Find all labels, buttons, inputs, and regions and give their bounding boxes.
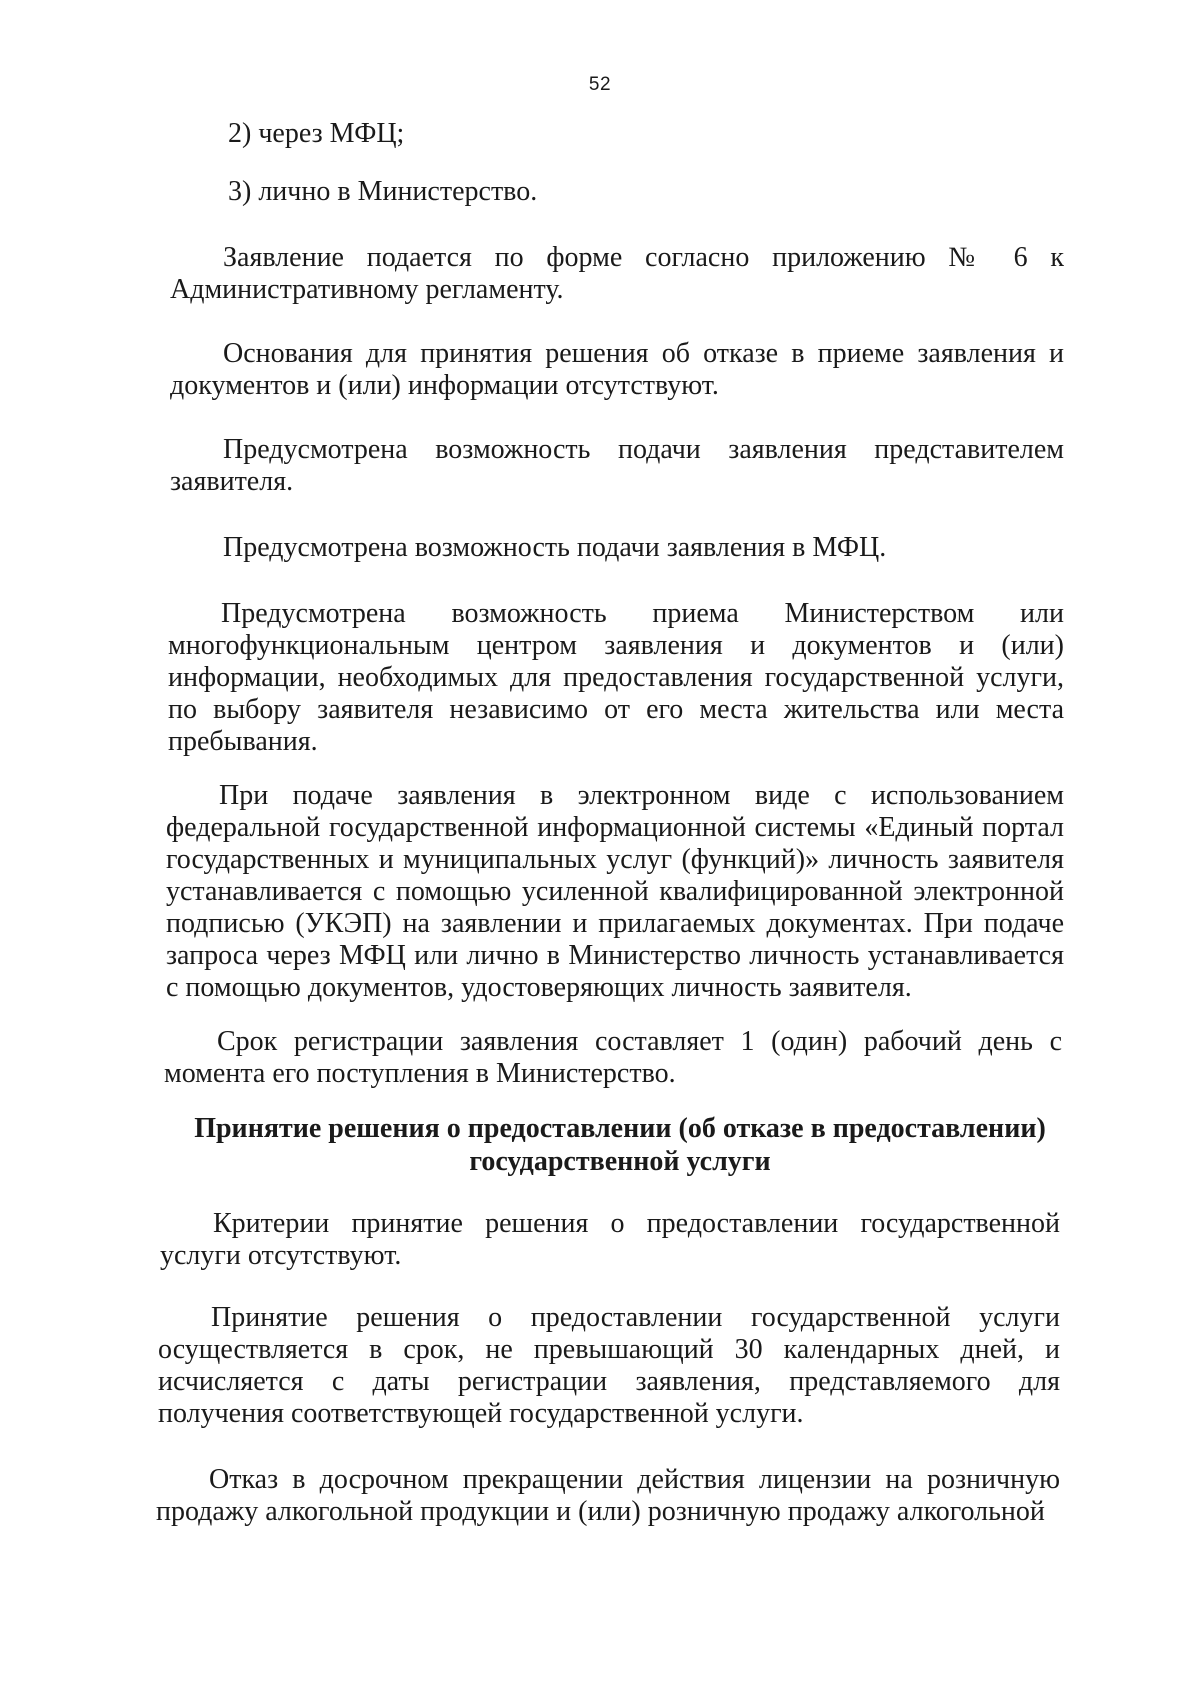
paragraph-criteria <box>160 1208 1060 1272</box>
paragraph-text: Срок регистрации заявления составляет 1 (один) рабочий день с момента его поступления в Министерство. <box>164 1026 1062 1089</box>
paragraph-representative <box>170 434 1064 498</box>
paragraph-text: Предусмотрена возможность подачи заявления в МФЦ. <box>223 532 887 563</box>
paragraph-text: При подаче заявления в электронном виде с использованием федеральной государственной информационной системы «Единый портал государственных и муниципальных услуг (функций)» личность заявителя устанавливается с помощью усиленной квалифицированной электронной подписью (УКЭП) на заявлении и прилагаемых документах. При подаче запроса через МФЦ или лично в Министерство личность устанавливается с помощью документов, удостоверяющих личность заявителя. <box>166 780 1064 1003</box>
paragraph-text: Отказ в досрочном прекращении действия лицензии на розничную продажу алкогольной продукции и (или) розничную продажу алкогольной <box>156 1464 1060 1527</box>
paragraph-text: Предусмотрена возможность приема Министерством или многофункциональным центром заявления и документов и (или) информации, необходимых для предоставления государственной услуги, по выбору заявителя независимо от его места жительства или места пребывания. <box>168 598 1064 757</box>
paragraph-text: Заявление подается по форме согласно приложению № 6 к Административному регламенту. <box>170 242 1064 305</box>
paragraph-license-refusal <box>156 1464 1060 1528</box>
paragraph-decision-term <box>158 1302 1060 1430</box>
paragraph-refusal-grounds <box>170 338 1064 402</box>
paragraph-text: Предусмотрена возможность подачи заявления представителем заявителя. <box>170 434 1064 497</box>
paragraph-text: Критерии принятие решения о предоставлении государственной услуги отсутствуют. <box>160 1208 1060 1271</box>
paragraph-acceptance <box>168 598 1064 758</box>
list-item-ministry <box>228 176 1008 208</box>
page-number: 52 <box>588 74 612 95</box>
paragraph-text: 2) через МФЦ; <box>228 118 405 149</box>
paragraph-mfc-submission <box>170 532 1064 564</box>
paragraph-text: 3) лично в Министерство. <box>228 176 538 207</box>
paragraph-text: Основания для принятия решения об отказе в приеме заявления и документов и (или) информации отсутствуют. <box>170 338 1064 401</box>
paragraph-text: Принятие решения о предоставлении государственной услуги осуществляется в срок, не превышающий 30 календарных дней, и исчисляется с даты регистрации заявления, представляемого для получения соответствующей государственной услуги. <box>158 1302 1060 1429</box>
list-item-mfc <box>228 118 1008 150</box>
paragraph-registration-term <box>164 1026 1062 1090</box>
heading-line-2: государственной услуги <box>469 1146 771 1177</box>
heading-line-1: Принятие решения о предоставлении (об отказе в предоставлении) <box>194 1113 1046 1144</box>
paragraph-identity <box>166 780 1064 1004</box>
section-heading <box>180 1112 1060 1178</box>
paragraph-application-form <box>170 242 1064 306</box>
